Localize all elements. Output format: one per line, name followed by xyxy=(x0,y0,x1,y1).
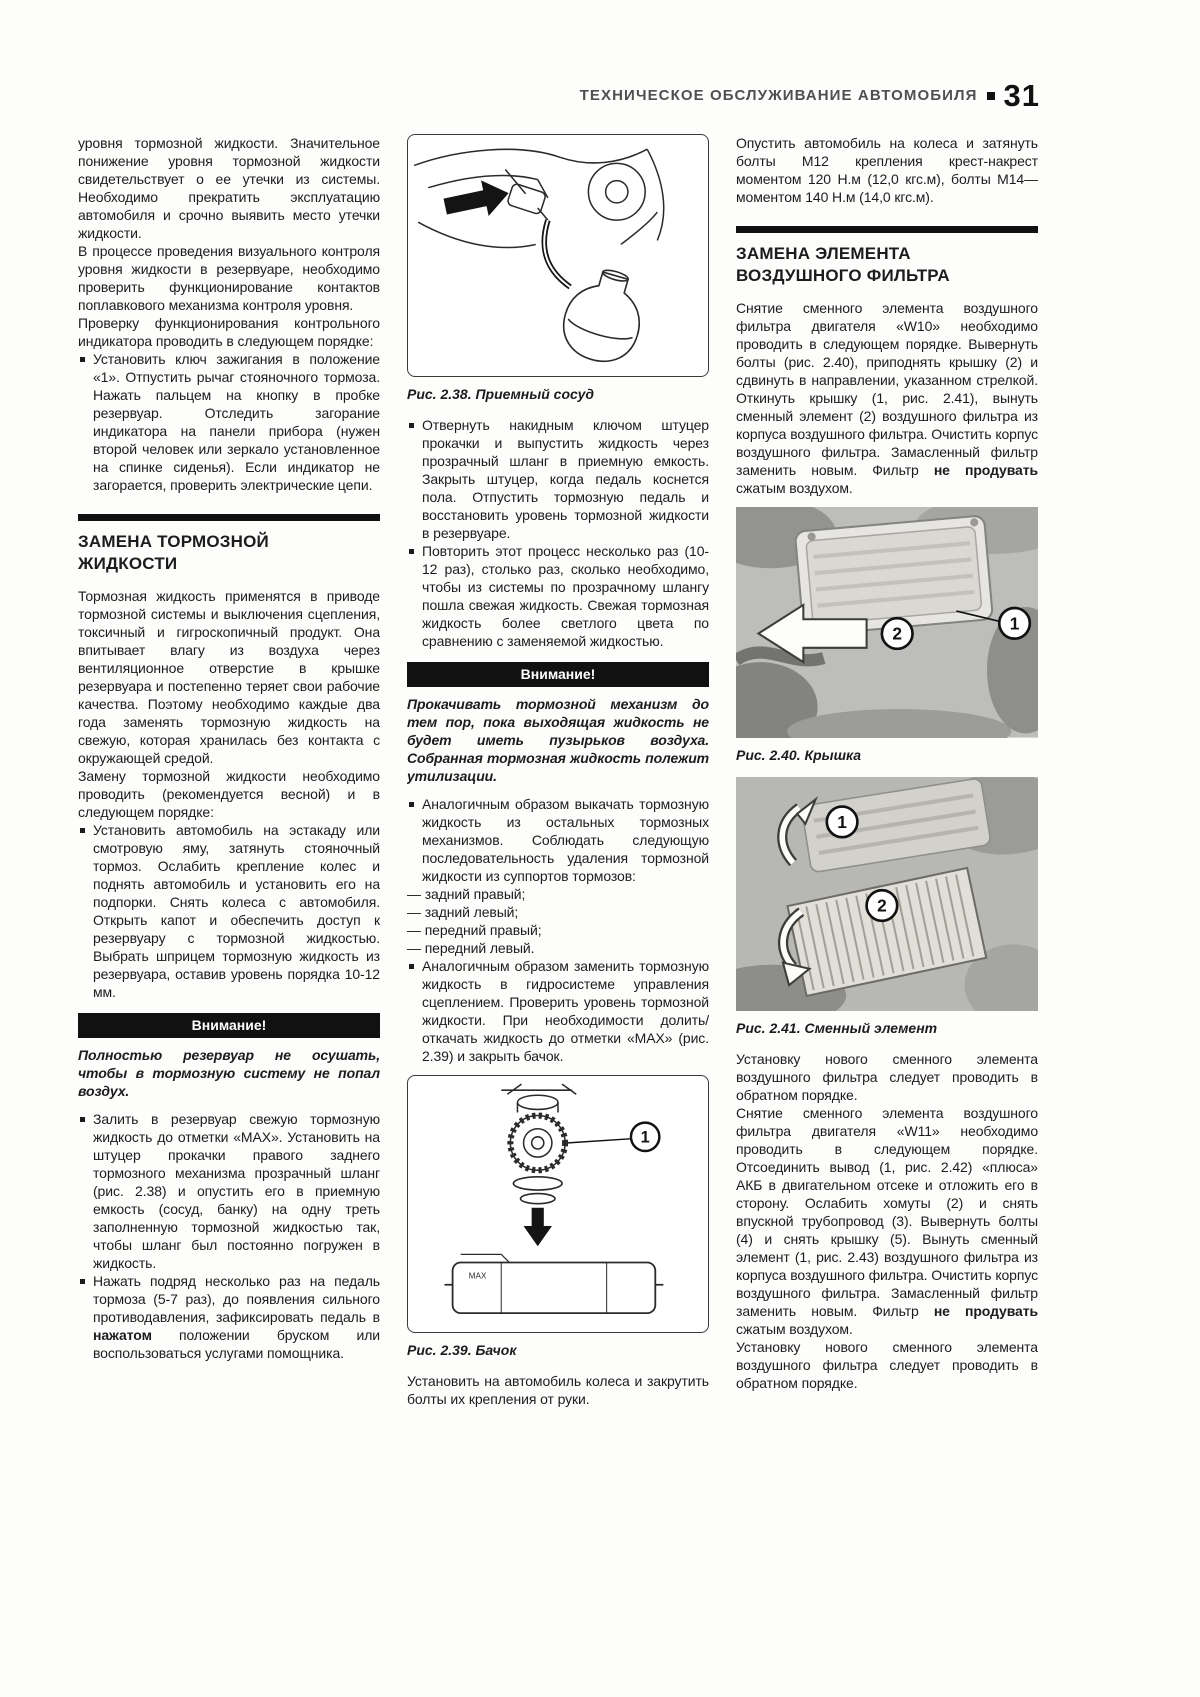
content-columns xyxy=(78,134,1040,1679)
section-title xyxy=(78,531,380,575)
dash-list-item: — передний правый; xyxy=(407,922,542,939)
paragraph-torque: Опустить автомобиль на колеса и затянуть болты М12 крепления крест-накрест моментом 120 Н.м (12,0 кгс.м), болты М14—моментом 140 Н.м (14,0 кгс.м). xyxy=(736,135,1038,205)
air-filter-cover-photo xyxy=(736,507,1038,738)
warning-box-bleeding xyxy=(407,662,709,785)
heading-bar xyxy=(78,514,380,521)
paragraph-visual-check: В процессе проведения визуального контроля уровня жидкости в резервуаре, необходимо проверить функционирование контактов поплавкового механизма контроля уровня. xyxy=(78,243,380,313)
warning-box-reservoir xyxy=(78,1013,380,1100)
list-item: Отвернуть накидным ключом штуцер прокачки и выпустить жидкость через прозрачный шланг в приемную емкость. Закрыть штуцер, когда педаль коснется пола. Отпустить тормозную педаль и восстановить уровень тормозной жидкости в резервуаре. xyxy=(407,416,709,542)
paragraph-reassembly-w11: Установку нового сменного элемента воздушного фильтра следует проводить в обратном порядке. xyxy=(736,1339,1038,1392)
dash-list-item: — задний правый; xyxy=(407,886,526,903)
dash-list-item: — задний левый; xyxy=(407,904,519,921)
list-item-text: положении бруском или воспользоваться услугами помощника. xyxy=(93,1327,380,1361)
bleeder-tool xyxy=(501,1084,576,1112)
paragraph-text: Снятие сменного элемента воздушного фильтра двигателя «W11» необходимо проводить в следующем порядке. Отсоединить вывод (1, рис. 2.42) «плюса» АКБ в двигательном отсеке и отложить его в сторону. Ослабить хомуты (2) и снять впускной трубопровод (3). Вывернуть болты (4) и снять крышку (5). Вынуть сменный элемент (1, рис. 2.43) воздушного фильтра из корпуса воздушного фильтра. Очистить корпус воздушного фильтра. Замасленный фильтр заменить новым. Фильтр xyxy=(736,1105,1038,1320)
reservoir-cap xyxy=(510,1116,565,1171)
list-item: Установить автомобиль на эстакаду или смотровую яму, затянуть стояночный тормоз. Ослабить крепление колес и поднять автомобиль и установить его на подпорки. Снять колеса с автомобиля. Открыть капот и обеспечить доступ к резервуару с тормозной жидкостью. Выбрать шприцем тормозную жидкость из резервуара, оставив уровень порядка 10-12 мм. xyxy=(78,821,380,1001)
paragraph-indicator-check: Проверку функционирования контрольного индикатора проводить в следующем порядке: xyxy=(78,315,380,349)
emphasis-text: не продувать xyxy=(933,462,1038,478)
paragraph-text: сжатым воздухом. xyxy=(736,1321,853,1338)
list-item: Повторить этот процесс несколько раз (10-12 раз), столько раз, сколько необходимо, чтобы из системы по прозрачному шлангу пошла свежая жидкость. Свежая тормозная жидкость более светлого цвета по сравнению с заменяемой жидкостью. xyxy=(407,542,709,650)
gasket-rings xyxy=(513,1177,562,1204)
figure-caption-2-38: Рис. 2.38. Приемный сосуд xyxy=(407,386,595,403)
list-item: Установить ключ зажигания в положение «1». Отпустить рычаг стояночного тормоза. Нажать пальцем на кнопку в пробке резервуар. Отследить загорание индикатора на панели прибора (нужен второй человек или зеркало установленное на спинке сиденья). Если индикатор не загорается, проверить электрические цепи. xyxy=(78,350,380,494)
page-header xyxy=(78,80,1040,111)
filter-element-photo xyxy=(736,777,1038,1012)
max-mark-label: MAX xyxy=(468,1271,487,1281)
figure-caption-2-39: Рис. 2.39. Бачок xyxy=(407,1341,517,1358)
paragraph-reassembly-w10: Установку нового сменного элемента воздушного фильтра следует проводить в обратном порядке. xyxy=(736,1051,1038,1104)
receiving-vessel xyxy=(555,261,652,369)
receiving-vessel-illustration xyxy=(408,135,708,376)
callout-number-1: 1 xyxy=(1009,613,1020,634)
reservoir-tank xyxy=(444,1255,663,1314)
figure-2-39 xyxy=(407,1075,709,1332)
list-item xyxy=(78,1272,380,1362)
header-title: ТЕХНИЧЕСКОЕ ОБСЛУЖИВАНИЕ АВТОМОБИЛЯ xyxy=(579,87,978,104)
reservoir-illustration xyxy=(408,1076,708,1331)
paragraph-w11-procedure xyxy=(736,1104,1038,1338)
warning-text: Полностью резервуар не осушать, чтобы в тормозную систему не попал воздух. xyxy=(78,1047,380,1099)
paragraph-fluid-level: уровня тормозной жидкости. Значительное понижение уровня тормозной жидкости свидетельствует о ее утечки из системы. Необходимо прекратить эксплуатацию автомобиля и срочно выявить место утечки жидкости. xyxy=(78,135,380,241)
column-right xyxy=(736,134,1038,1679)
callout-number-1: 1 xyxy=(640,1128,650,1147)
warning-text: Прокачивать тормозной механизм до тем пор, пока выходящая жидкость не будет иметь пузырьков воздуха. Собранная тормозная жидкость полежит утилизации. xyxy=(407,696,709,785)
section-title-line: ЖИДКОСТИ xyxy=(78,554,178,573)
list-item xyxy=(78,1110,380,1272)
paragraph-wheels: Установить на автомобиль колеса и закрутить болты их крепления от руки. xyxy=(407,1372,709,1407)
callout-number-2: 2 xyxy=(892,623,903,644)
figure-2-41 xyxy=(736,777,1038,1012)
list-item-text: Залить в резервуар свежую тормозную жидкость до отметки «MAX». Установить на штуцер прокачки правого заднего тормозного механизма прозрачный шланг (рис. 2.38) и опустить его в приемную емкость (сосуд, банку) на одну треть заполненную тормозной жидкостью так, чтобы шланг был постоянно погружен в жидкость. xyxy=(93,1111,380,1271)
warning-title: Внимание! xyxy=(78,1013,380,1038)
emphasis-text: нажатом xyxy=(93,1327,152,1343)
list-item-text: Нажать подряд несколько раз на педаль тормоза (5-7 раз), до появления сильного противодавления, зафиксировать педаль в xyxy=(93,1273,380,1325)
section-heading-air-filter xyxy=(736,226,1038,287)
column-left xyxy=(78,134,380,1679)
list-item: Аналогичным образом заменить тормозную жидкость в гидросистеме управления сцеплением. Проверить уровень тормозной жидкости. При необходимости долить/откачать жидкость до отметки «MAX» (рис. 2.39) и закрыть бачок. xyxy=(407,957,709,1065)
section-title xyxy=(736,243,1038,287)
page-number: 31 xyxy=(1003,78,1040,113)
figure-2-38 xyxy=(407,134,709,377)
section-title-line: ЗАМЕНА ТОРМОЗНОЙ xyxy=(78,532,269,551)
list-item: Аналогичным образом выкачать тормозную жидкость из остальных тормозных механизмов. Соблюдать следующую последовательность удаления тормозной жидкости из суппортов тормозов: xyxy=(407,795,709,885)
paragraph-replacement-intro: Замену тормозной жидкости необходимо проводить (рекомендуется весной) и в следующем порядке: xyxy=(78,768,380,820)
column-middle xyxy=(407,134,709,1679)
callout-number-2: 2 xyxy=(877,895,887,916)
callout-leader-line xyxy=(568,1139,630,1143)
figure-caption-2-40: Рис. 2.40. Крышка xyxy=(736,746,862,763)
pointer-arrow-icon xyxy=(441,175,512,224)
down-arrow-icon xyxy=(524,1208,552,1247)
section-title-line: ВОЗДУШНОГО ФИЛЬТРА xyxy=(736,266,950,285)
paragraph-text: Снятие сменного элемента воздушного фильтра двигателя «W10» необходимо проводить в следующем порядке. Вывернуть болты (рис. 2.40), приподнять крышку (2) и сдвинуть в направлении, указанном стрелкой. Откинуть крышку (1, рис. 2.41), вынуть сменный элемент (2) воздушного фильтра из корпуса воздушного фильтра. Очистить корпус воздушного фильтра. Замасленный фильтр заменить новым. Фильтр xyxy=(736,300,1038,478)
square-bullet-icon xyxy=(987,92,995,100)
callout-number-1: 1 xyxy=(837,811,847,832)
paragraph-text: сжатым воздухом. xyxy=(736,480,853,496)
dash-list-item: — передний левый. xyxy=(407,940,535,957)
paragraph-w10-procedure xyxy=(736,299,1038,497)
section-title-line: ЗАМЕНА ЭЛЕМЕНТА xyxy=(736,244,911,263)
heading-bar xyxy=(736,226,1038,233)
warning-title: Внимание! xyxy=(407,662,709,687)
emphasis-text: не продувать xyxy=(933,1303,1038,1320)
paragraph-fluid-properties: Тормозная жидкость применятся в приводе тормозной системы и выключения сцепления, токсичный и гигроскопичный продукт. Она впитывает влагу из воздуха через вентиляционное отверстие в крышке резервуара и постепенно теряет свои рабочие качества. Поэтому необходимо каждые два года заменять тормозную жидкость на свежую, которая хранилась без контакта с окружающей средой. xyxy=(78,588,380,766)
section-heading-brake-fluid xyxy=(78,514,380,575)
figure-2-40 xyxy=(736,507,1038,738)
figure-caption-2-41: Рис. 2.41. Сменный элемент xyxy=(736,1020,938,1037)
